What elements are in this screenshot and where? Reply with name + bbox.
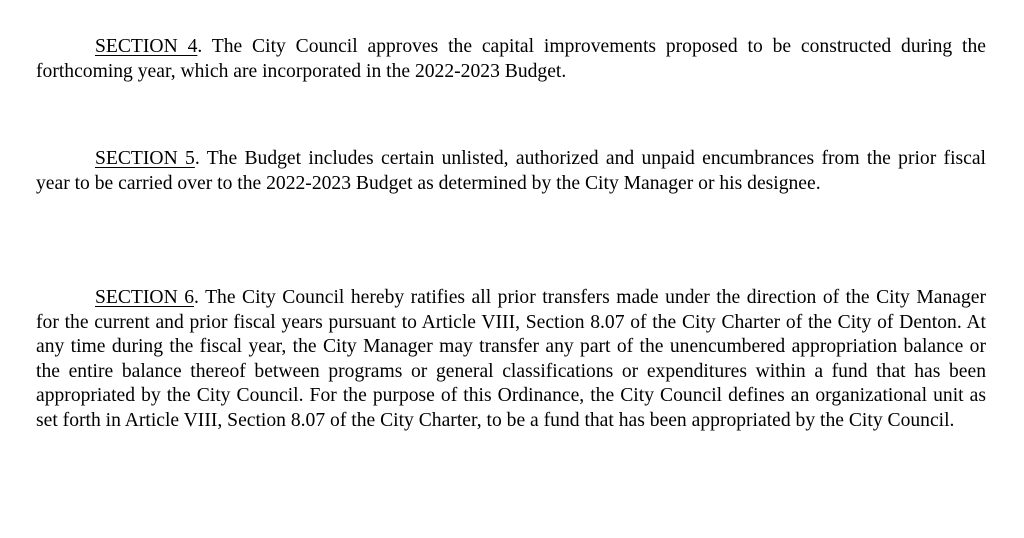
section-4-paragraph [36,35,986,84]
section-4-text: . The City Council approves the capital improvements proposed to be constructed during the forthcoming year, which are incorporated in the 2022-2023 Budget. [36,36,986,82]
section-5-heading: SECTION 5 [95,148,195,169]
section-6-text: . The City Council hereby ratifies all prior transfers made under the direction of the City Manager for the current and prior fiscal years pursuant to Article VIII, Section 8.07 of the City Charter of the City of Denton. At any time during the fiscal year, the City Manager may transfer any part of the unencumbered appropriation balance or the entire balance thereof between programs or general classifications or expenditures within a fund that has been appropriated by the City Council. For the purpose of this Ordinance, the City Council defines an organizational unit as set forth in Article VIII, Section 8.07 of the City Charter, to be a fund that has been appropriated by the City Council. [36,287,986,431]
section-6-paragraph [36,286,986,433]
section-5-paragraph [36,147,986,196]
section-5-text: . The Budget includes certain unlisted, authorized and unpaid encumbrances from the prior fiscal year to be carried over to the 2022-2023 Budget as determined by the City Manager or his designee. [36,148,986,194]
section-6-heading: SECTION 6 [95,287,195,308]
section-4-heading: SECTION 4 [95,36,198,57]
